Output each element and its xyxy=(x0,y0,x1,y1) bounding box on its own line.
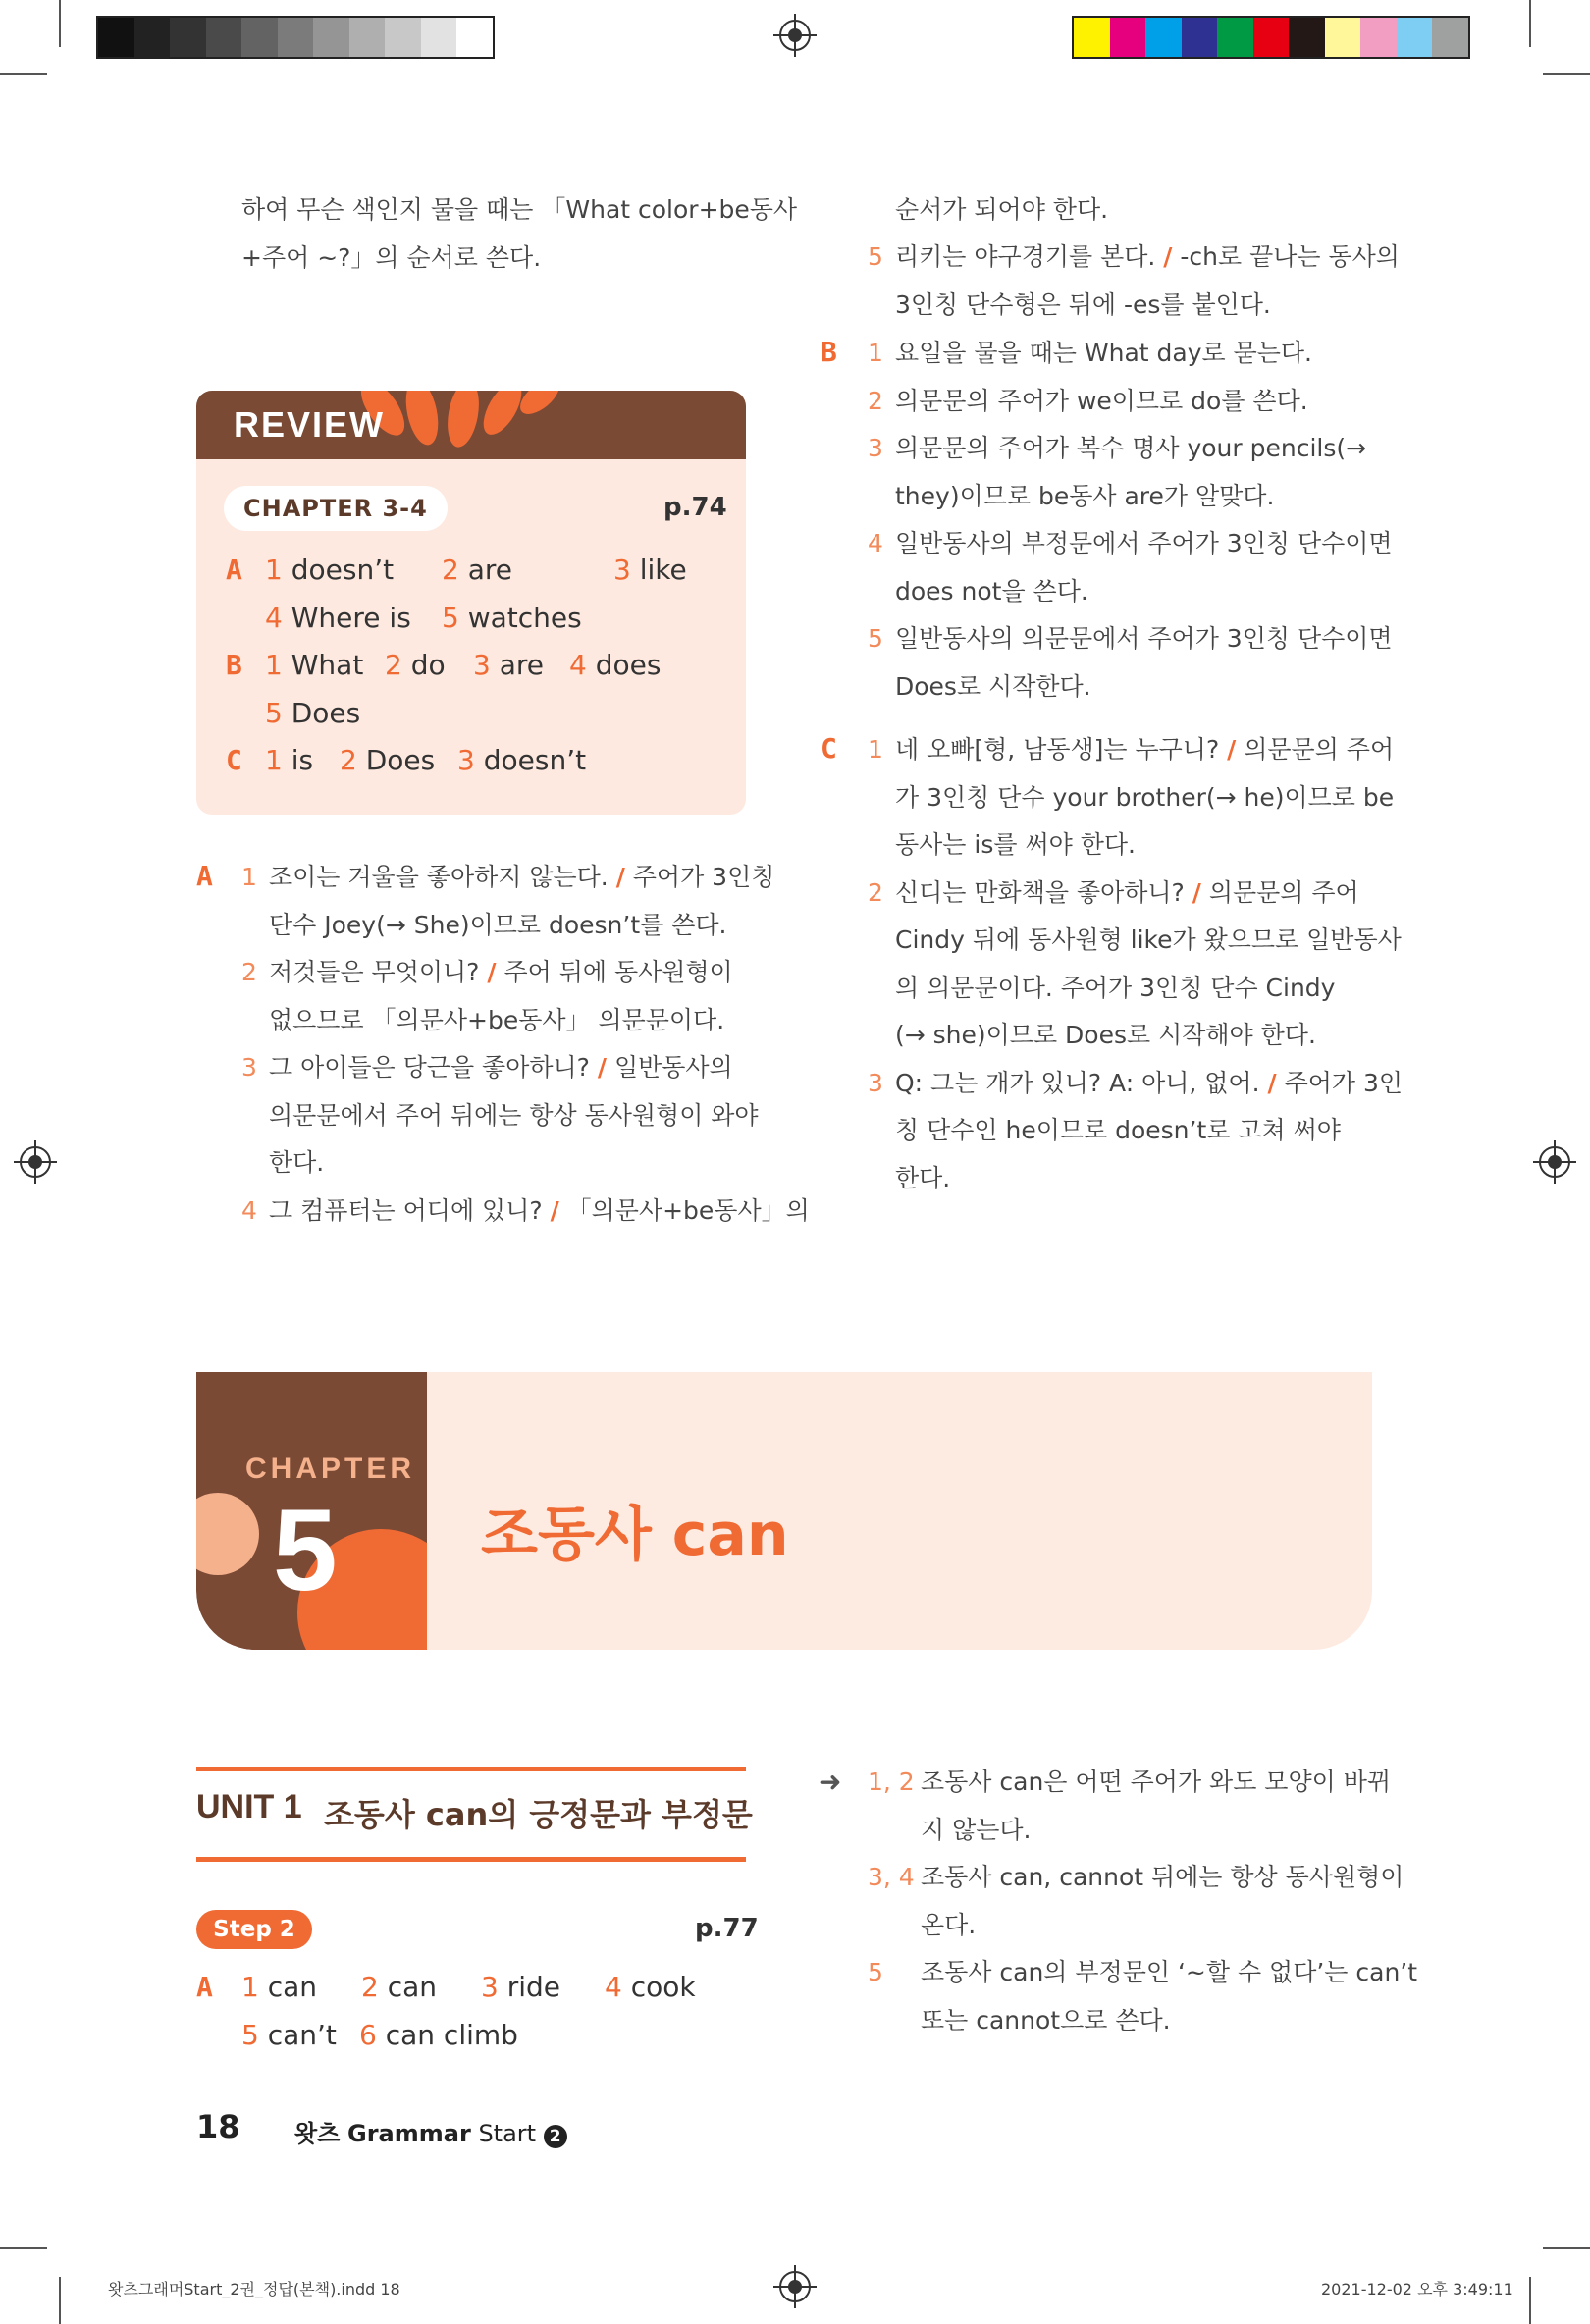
text-segment: 의문문의 주어가 we이므로 do를 쓴다. xyxy=(895,386,1308,415)
answer-item xyxy=(613,554,687,586)
explanation-line xyxy=(895,473,1274,521)
answer-number: 2 xyxy=(340,744,357,776)
gray-swatch-bar xyxy=(96,16,495,59)
crop-mark xyxy=(0,73,47,75)
color-swatch xyxy=(170,18,206,57)
answer-item xyxy=(385,649,446,681)
explanation-line xyxy=(269,949,733,997)
answer-item xyxy=(605,1971,696,2003)
item-number: 3 xyxy=(868,1068,883,1097)
answer-item xyxy=(359,2019,518,2051)
color-swatch xyxy=(1397,18,1433,57)
color-swatch xyxy=(1182,18,1218,57)
crop-mark xyxy=(1543,73,1590,75)
item-number: 3 xyxy=(241,1053,257,1082)
item-number: 5 xyxy=(868,624,883,653)
explanation-line xyxy=(921,1854,1404,1902)
answer-item xyxy=(457,744,586,776)
answer-number: 2 xyxy=(361,1971,379,2003)
answer-text: can’t xyxy=(258,2018,337,2051)
explanation-line xyxy=(269,1188,810,1236)
answer-text: can xyxy=(258,1971,318,2003)
explanation-line xyxy=(269,1092,759,1140)
text-segment: 일반동사의 의문문에서 주어가 3인칭 단수이면 xyxy=(895,624,1393,653)
color-swatch xyxy=(1432,18,1468,57)
explanation-line xyxy=(895,1107,1341,1155)
section-letter: A xyxy=(226,554,242,586)
text-segment: 조이는 겨울을 좋아하지 않는다. xyxy=(269,863,616,891)
text-line: 하여 무슨 색인지 물을 때는 「What color+be동사 xyxy=(241,195,798,224)
explanation-line xyxy=(921,1807,1032,1855)
slash-separator: / xyxy=(487,958,497,986)
text-segment: 주어 뒤에 동사원형이 xyxy=(496,958,733,986)
flower-petal-icon xyxy=(344,391,638,451)
explanation-line xyxy=(269,854,774,902)
crop-mark xyxy=(0,2247,47,2249)
color-swatch xyxy=(1253,18,1290,57)
slash-separator: / xyxy=(1192,877,1201,907)
color-swatch xyxy=(1289,18,1325,57)
answer-item xyxy=(241,2019,337,2051)
explanation-line xyxy=(895,917,1402,965)
section-letter: B xyxy=(226,649,242,681)
explanation-line xyxy=(895,520,1393,568)
page-number: 18 xyxy=(196,2108,240,2145)
crop-mark xyxy=(1529,2277,1531,2324)
review-header xyxy=(196,391,746,459)
answer-text: are xyxy=(458,554,513,586)
answer-text: Where is xyxy=(282,601,411,634)
explanation-line xyxy=(269,1139,324,1188)
explanation-line xyxy=(895,1155,950,1203)
color-swatch xyxy=(421,18,457,57)
text-segment: 없으므로 「의문사+be동사」 의문문이다. xyxy=(269,1005,725,1034)
item-number: 5 xyxy=(868,242,883,271)
text-segment: Does로 시작한다. xyxy=(895,671,1091,701)
slug-file: 왓츠그래머Start_2권_정답(본책).indd 18 xyxy=(108,2280,400,2298)
answer-number: 3 xyxy=(473,649,491,681)
crop-mark xyxy=(1529,0,1531,47)
registration-mark-bottom xyxy=(779,2271,811,2302)
color-swatch xyxy=(1110,18,1146,57)
text-segment: 신디는 만화책을 좋아하니? xyxy=(895,877,1192,907)
text-segment: 일반동사의 xyxy=(607,1053,733,1082)
text-segment: 조동사 can의 부정문인 ‘~할 수 없다’는 can’t xyxy=(921,1958,1418,1986)
text-segment: 「의문사+be동사」의 xyxy=(558,1195,810,1225)
unit-bottom-rule xyxy=(196,1857,746,1862)
answer-item xyxy=(241,1971,317,2003)
registration-mark-right xyxy=(1539,1146,1570,1178)
color-swatch xyxy=(1074,18,1110,57)
color-swatch xyxy=(278,18,314,57)
answer-item xyxy=(265,697,360,729)
answer-number: 4 xyxy=(605,1971,622,2003)
color-swatch xyxy=(1217,18,1253,57)
text-segment: 요일을 물을 때는 What day로 묻는다. xyxy=(895,339,1313,367)
color-swatch xyxy=(98,18,134,57)
slash-separator: / xyxy=(1267,1068,1277,1097)
explanation-line xyxy=(895,568,1088,616)
explanation-line xyxy=(895,1012,1316,1060)
text-segment: 또는 cannot으로 쓴다. xyxy=(921,2005,1171,2034)
text-segment: (→ she)이므로 Does로 시작해야 한다. xyxy=(895,1021,1316,1049)
section-letter: A xyxy=(196,860,213,892)
answer-text: like xyxy=(630,554,687,586)
review-page-ref: p.74 xyxy=(663,493,727,522)
explanation-line xyxy=(895,663,1091,712)
answer-text: cook xyxy=(621,1971,696,2003)
answer-number: 5 xyxy=(241,2018,259,2051)
answer-number: 2 xyxy=(385,649,402,681)
answer-number: 3 xyxy=(613,554,631,586)
section-letter: B xyxy=(821,336,837,368)
text-segment: 일반동사의 부정문에서 주어가 3인칭 단수이면 xyxy=(895,529,1393,557)
text-segment: 주어가 3인칭 xyxy=(624,863,775,891)
item-number: 1 xyxy=(868,339,883,367)
item-number: 1 xyxy=(241,863,257,891)
color-swatch xyxy=(206,18,242,57)
color-swatch xyxy=(1360,18,1397,57)
text-line: 순서가 되어야 한다. xyxy=(895,195,1109,224)
answer-text: is xyxy=(282,744,314,776)
answer-text: are xyxy=(490,649,545,681)
explanation-line xyxy=(895,1060,1403,1108)
text-segment: they)이므로 be동사 are가 알맞다. xyxy=(895,481,1275,510)
answer-item xyxy=(265,554,394,586)
answer-item xyxy=(442,554,512,586)
item-number: 2 xyxy=(241,958,257,986)
text-segment: 3인칭 단수형은 뒤에 -es를 붙인다. xyxy=(895,290,1271,319)
item-number: 4 xyxy=(241,1195,257,1225)
answer-number: 1 xyxy=(265,744,283,776)
step-badge: Step 2 xyxy=(196,1910,312,1949)
answer-number: 3 xyxy=(457,744,475,776)
answer-text: can xyxy=(378,1971,438,2003)
text-segment: 칭 단수인 he이므로 doesn’t로 고쳐 써야 xyxy=(895,1116,1341,1144)
answer-text: watches xyxy=(458,601,582,634)
color-swatch xyxy=(134,18,171,57)
text-segment: 온다. xyxy=(921,1910,977,1939)
chapter-banner xyxy=(196,1372,1372,1650)
answer-text: ride xyxy=(498,1971,561,2003)
slash-separator: / xyxy=(1227,735,1237,764)
answer-number: 3 xyxy=(481,1971,499,2003)
answer-number: 5 xyxy=(442,601,459,634)
text-segment: 그 아이들은 당근을 좋아하니? xyxy=(269,1053,598,1082)
answer-item xyxy=(442,602,582,634)
answer-item xyxy=(340,744,435,776)
text-segment: 한다. xyxy=(895,1163,951,1192)
book-title-en: Grammar xyxy=(347,2120,471,2147)
explanation-line xyxy=(921,1997,1171,2045)
color-swatch xyxy=(385,18,421,57)
slash-separator: / xyxy=(1163,242,1173,271)
review-box xyxy=(196,391,746,815)
answer-number: 2 xyxy=(442,554,459,586)
chapter-title: 조동사 can xyxy=(481,1501,789,1569)
item-number: 1 xyxy=(868,735,883,764)
explanation-line xyxy=(895,965,1335,1013)
answer-text: Does xyxy=(356,744,436,776)
explanation-line xyxy=(895,425,1366,473)
slash-separator: / xyxy=(597,1053,607,1082)
item-number: 4 xyxy=(868,529,883,557)
text-line: +주어 ~?」의 순서로 쓴다. xyxy=(241,242,542,272)
color-swatch xyxy=(349,18,386,57)
explanation-line xyxy=(895,726,1394,774)
explanation-line xyxy=(895,821,1136,870)
answer-number: 4 xyxy=(265,601,283,634)
answer-number: 1 xyxy=(241,1971,259,2003)
registration-mark-left xyxy=(20,1146,51,1178)
section-letter: C xyxy=(821,732,837,765)
explanation-line xyxy=(895,870,1359,918)
color-swatch xyxy=(241,18,278,57)
text-segment: does not을 쓴다. xyxy=(895,576,1088,606)
explanation-line xyxy=(895,378,1308,426)
answer-item xyxy=(481,1971,560,2003)
book-title-en2: Start xyxy=(478,2120,537,2147)
answer-number: 6 xyxy=(359,2018,377,2051)
explanation-line xyxy=(895,234,1400,282)
answer-item xyxy=(265,744,313,776)
text-segment: 리키는 야구경기를 본다. xyxy=(895,242,1164,271)
crop-mark xyxy=(59,2277,61,2324)
volume-badge: 2 xyxy=(544,2125,567,2148)
color-swatch-bar xyxy=(1072,16,1470,59)
slash-separator: / xyxy=(550,1195,559,1225)
text-segment: 조동사 can은 어떤 주어가 와도 모양이 바뀌 xyxy=(921,1768,1391,1796)
text-segment: 의문문의 주어 xyxy=(1200,877,1359,907)
explanation-line xyxy=(921,1902,976,1950)
answer-text: Does xyxy=(282,696,361,729)
slug-date: 2021-12-02 오후 3:49:11 xyxy=(1321,2280,1513,2298)
answer-text: doesn’t xyxy=(282,554,395,586)
answer-text: does xyxy=(586,649,662,681)
answer-text: do xyxy=(401,649,446,681)
chapter-banner-dark-panel xyxy=(196,1372,427,1650)
section-letter: C xyxy=(226,744,242,776)
answer-number: 1 xyxy=(265,649,283,681)
answer-text: doesn’t xyxy=(474,744,587,776)
color-swatch xyxy=(456,18,493,57)
text-segment: 주어가 3인 xyxy=(1276,1068,1404,1097)
item-number: 3 xyxy=(868,434,883,462)
explanation-line xyxy=(269,902,727,950)
book-title xyxy=(294,2114,567,2148)
answer-item xyxy=(569,649,661,681)
explanation-line xyxy=(895,282,1271,330)
explanation-line xyxy=(895,774,1394,822)
color-swatch xyxy=(313,18,349,57)
text-segment: 가 3인칭 단수 your brother(→ he)이므로 be xyxy=(895,782,1395,812)
item-number: 2 xyxy=(868,386,883,415)
text-segment: 한다. xyxy=(269,1148,325,1177)
text-segment: 그 컴퓨터는 어디에 있니? xyxy=(269,1195,551,1225)
item-number: 1, 2 xyxy=(868,1768,915,1796)
answer-item xyxy=(265,649,363,681)
answer-number: 1 xyxy=(265,554,283,586)
explanation-line xyxy=(921,1759,1391,1807)
answer-text: What xyxy=(282,649,364,681)
answer-item xyxy=(473,649,544,681)
answer-text: can climb xyxy=(376,2018,518,2051)
item-number: 3, 4 xyxy=(868,1863,915,1891)
text-segment: Cindy 뒤에 동사원형 like가 왔으므로 일반동사 xyxy=(895,925,1402,954)
slash-separator: / xyxy=(615,863,625,891)
text-segment: Q: 그는 개가 있니? A: 아니, 없어. xyxy=(895,1068,1268,1097)
answer-item xyxy=(361,1971,437,2003)
section-letter: A xyxy=(196,1971,213,2003)
answer-number: 5 xyxy=(265,696,283,729)
step-page-ref: p.77 xyxy=(695,1914,759,1943)
explanation-line xyxy=(269,1044,733,1092)
book-title-ko: 왓츠 xyxy=(294,2120,341,2147)
chapter-number: 5 xyxy=(273,1486,338,1615)
item-number: 2 xyxy=(868,877,883,907)
unit-top-rule xyxy=(196,1767,746,1771)
text-segment: 의문문의 주어가 복수 명사 your pencils(→ xyxy=(895,434,1367,462)
chapter-label: CHAPTER xyxy=(245,1452,416,1485)
explanation-line xyxy=(895,615,1393,663)
answer-item xyxy=(265,602,411,634)
explanation-line xyxy=(895,330,1312,378)
arrow-icon: ➜ xyxy=(819,1766,842,1798)
text-segment: 저것들은 무엇이니? xyxy=(269,958,488,986)
text-segment: 지 않는다. xyxy=(921,1815,1032,1844)
review-title: REVIEW xyxy=(234,404,386,445)
explanation-line xyxy=(269,997,724,1045)
unit-title: 조동사 can의 긍정문과 부정문 xyxy=(324,1796,753,1833)
text-segment: -ch로 끝나는 동사의 xyxy=(1172,242,1400,271)
registration-mark-top xyxy=(779,20,811,51)
text-segment: 조동사 can, cannot 뒤에는 항상 동사원형이 xyxy=(921,1863,1404,1891)
text-segment: 의문문에서 주어 뒤에는 항상 동사원형이 와야 xyxy=(269,1100,759,1130)
crop-mark xyxy=(59,0,61,47)
text-segment: 의문문의 주어 xyxy=(1236,735,1395,764)
chapter-pill: CHAPTER 3-4 xyxy=(224,486,448,531)
color-swatch xyxy=(1145,18,1182,57)
text-segment: 네 오빠[형, 남동생]는 누구니? xyxy=(895,735,1228,764)
text-segment: 의 의문문이다. 주어가 3인칭 단수 Cindy xyxy=(895,973,1336,1002)
text-segment: 단수 Joey(→ She)이므로 doesn’t를 쓴다. xyxy=(269,910,727,939)
item-number: 5 xyxy=(868,1958,883,1986)
explanation-line xyxy=(921,1949,1417,1997)
answer-number: 4 xyxy=(569,649,587,681)
unit-label: UNIT 1 xyxy=(196,1788,302,1825)
color-swatch xyxy=(1325,18,1361,57)
text-segment: 동사는 is를 써야 한다. xyxy=(895,830,1136,859)
crop-mark xyxy=(1543,2247,1590,2249)
